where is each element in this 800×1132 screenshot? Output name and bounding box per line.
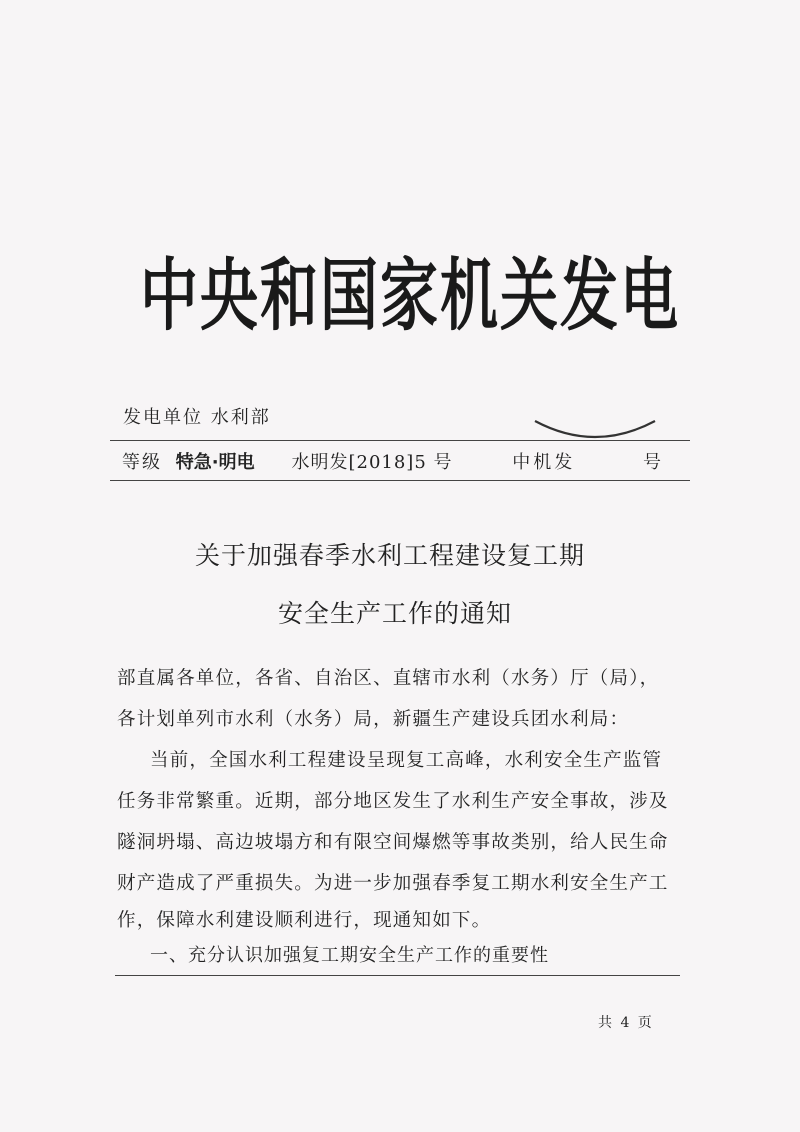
paragraph-line: 当前，全国水利工程建设呈现复工高峰，水利安全生产监管 (150, 750, 663, 771)
paragraph-line: 隧洞坍塌、高边坡塌方和有限空间爆燃等事故类别，给人民生命 (117, 832, 669, 853)
section-heading: 一、充分认识加强复工期安全生产工作的重要性 (150, 945, 549, 966)
paragraph-line: 财产造成了严重损失。为进一步加强春季复工期水利安全生产工 (117, 873, 669, 894)
header-rule-top (110, 440, 690, 441)
document-number: 水明发[2018]5 号 (291, 452, 453, 473)
document-title-line2: 安全生产工作的通知 (277, 599, 512, 628)
addressee-line: 部直属各单位，各省、自治区、直辖市水利（水务）厅（局）， (117, 668, 660, 689)
paragraph-line: 作，保障水利建设顺利进行，现通知如下。 (117, 910, 492, 931)
level-row (122, 448, 661, 474)
central-label: 中机发 (512, 452, 576, 473)
document-title-line1: 关于加强春季水利工程建设复工期 (194, 541, 585, 570)
paragraph-line: 任务非常繁重。近期，部分地区发生了水利生产安全事故，涉及 (117, 791, 669, 812)
addressee-line: 各计划单列市水利（水务）局，新疆生产建设兵团水利局： (117, 709, 630, 730)
header-rule-bottom (110, 480, 690, 481)
level-label: 等级 (122, 452, 162, 473)
page-count: 共 4 页 (598, 1015, 654, 1031)
level-value: 特急·明电 (175, 452, 255, 473)
footer-rule (115, 975, 680, 976)
masthead-title: 中央和国家机关发电 (140, 249, 681, 342)
sender-line: 发电单位 水利部 (123, 407, 271, 428)
central-unit: 号 (642, 452, 661, 473)
